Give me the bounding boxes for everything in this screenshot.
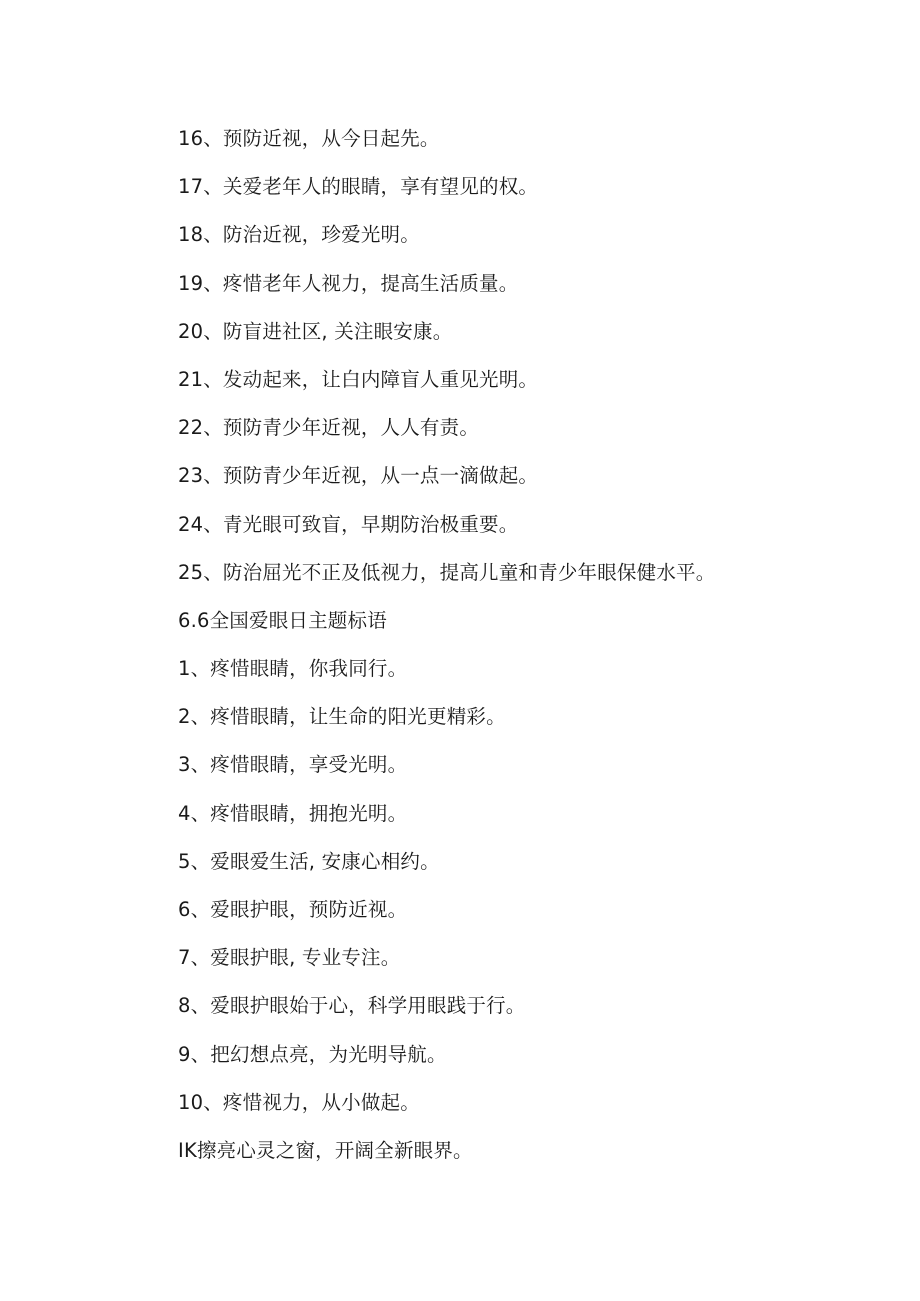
text-line: 16、预防近视，从今日起先。 (178, 127, 440, 150)
text-line: 3、疼惜眼睛，享受光明。 (178, 753, 408, 777)
text-line: 7、爱眼护眼, 专业专注。 (178, 946, 401, 970)
text-line: 24、青光眼可致盲，早期防治极重要。 (178, 512, 519, 536)
text-line: 20、防盲进社区, 关注眼安康。 (178, 319, 453, 343)
text-line: 2、疼惜眼睛，让生命的阳光更精彩。 (178, 705, 506, 729)
text-line: 23、预防青少年近视，从一点一滴做起。 (178, 464, 539, 488)
text-line: 10、疼惜视力，从小做起。 (178, 1090, 420, 1114)
text-line: 18、防治近视，珍爱光明。 (178, 223, 420, 247)
text-line: 1、疼惜眼睛，你我同行。 (178, 657, 408, 681)
text-line: 19、疼惜老年人视力，提高生活质量。 (178, 271, 519, 295)
text-line: 17、关爱老年人的眼睛，享有望见的权。 (178, 175, 539, 199)
text-line: 22、预防青少年近视，人人有责。 (178, 416, 480, 440)
text-line: 21、发动起来，让白内障盲人重见光明。 (178, 367, 539, 391)
text-line: IK擦亮心灵之窗，开阔全新眼界。 (178, 1138, 473, 1162)
text-line: 5、爱眼爱生活, 安康心相约。 (178, 849, 440, 873)
text-line: 4、疼惜眼睛，拥抱光明。 (178, 801, 408, 825)
text-line: 25、防治屈光不正及低视力，提高儿童和青少年眼保健水平。 (178, 560, 716, 584)
text-line: 9、把幻想点亮，为光明导航。 (178, 1042, 447, 1066)
text-line: 6、爱眼护眼，预防近视。 (178, 898, 408, 921)
section-heading: 6.6全国爱眼日主题标语 (178, 608, 387, 632)
text-line: 8、爱眼护眼始于心，科学用眼践于行。 (178, 994, 526, 1018)
slogan-list (178, 122, 900, 1182)
